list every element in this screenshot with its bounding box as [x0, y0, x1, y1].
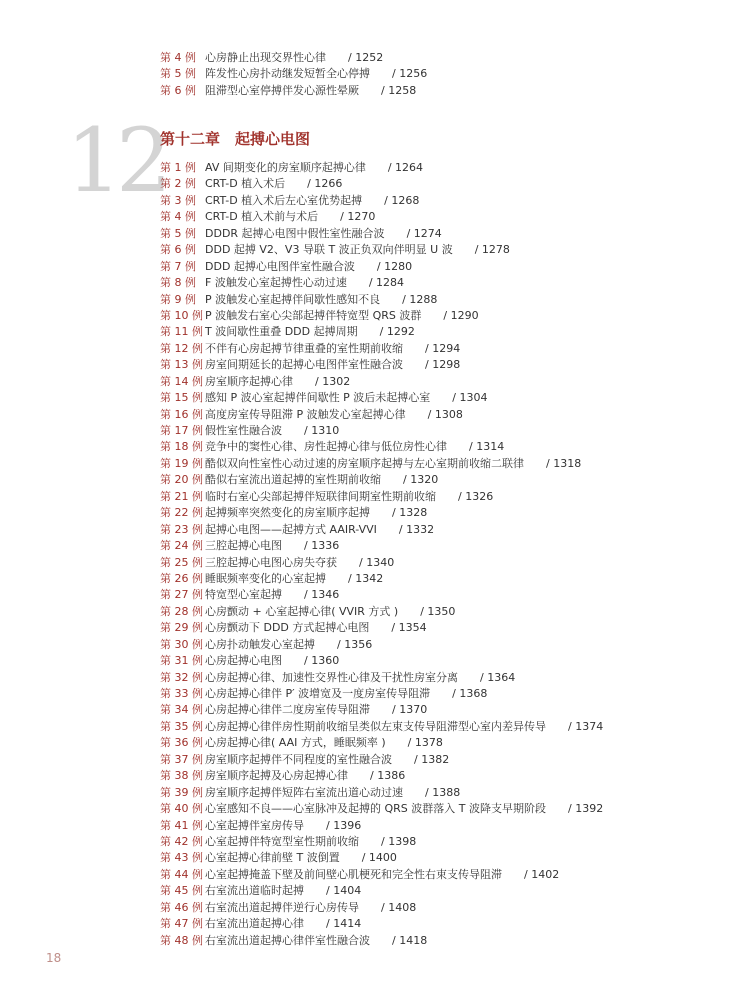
page-reference: / 1340	[359, 555, 395, 569]
page-reference: / 1336	[304, 539, 340, 553]
page-reference: / 1404	[326, 884, 362, 898]
page-reference: / 1388	[425, 785, 461, 799]
case-title: 心室起搏伴室房传导	[205, 818, 304, 832]
page-reference: / 1418	[392, 933, 428, 947]
case-title: 心房颤动下 DDD 方式起搏心电图	[205, 621, 370, 635]
case-title: CRT-D 植入术后左心室优势起搏	[205, 193, 363, 207]
case-title: AV 间期变化的房室顺序起搏心律	[205, 161, 366, 174]
page-reference: / 1392	[568, 802, 604, 816]
case-title: 心房静止出现交界性心律	[205, 51, 326, 64]
toc-entry[interactable]	[160, 933, 603, 949]
case-title: 心房起搏心律伴 P′ 波增宽及一度房室传导阻滞	[205, 687, 431, 700]
case-title: 心室感知不良——心室脉冲及起搏的 QRS 波群落入 T 波降支早期阶段	[205, 802, 546, 816]
page-reference: / 1292	[379, 325, 415, 339]
page-reference: / 1374	[568, 719, 604, 733]
case-title: 心室起搏心律前壁 T 波倒置	[205, 851, 340, 865]
page-reference: / 1414	[326, 917, 362, 931]
page-reference: / 1396	[326, 818, 362, 832]
toc-entry[interactable]	[160, 752, 603, 768]
case-number: 第 18 例	[160, 440, 203, 454]
page-reference: / 1280	[376, 259, 413, 273]
case-number: 第 38 例	[160, 769, 203, 783]
case-title: 阻滞型心室停搏伴发心源性晕厥	[205, 83, 359, 97]
case-title: DDD 起搏心电图伴室性融合波	[205, 259, 355, 273]
case-number: 第 11 例	[160, 325, 203, 339]
page-reference: / 1346	[304, 588, 340, 602]
case-title: 心室起搏伴特宽型室性期前收缩	[205, 834, 359, 848]
page-reference: / 1386	[370, 769, 406, 783]
case-title: 起搏心电图——起搏方式 AAIR-VVI	[205, 522, 377, 536]
toc-entry[interactable]	[160, 193, 603, 209]
page-reference: / 1320	[403, 473, 439, 487]
page-reference: / 1360	[304, 654, 340, 668]
toc-entry[interactable]	[160, 850, 603, 866]
toc-entry[interactable]	[160, 735, 603, 751]
chapter-title[interactable]: 第十二章 起搏心电图	[160, 130, 311, 148]
case-title: 临时右室心尖部起搏伴短联律间期室性期前收缩	[205, 489, 436, 503]
case-number: 第 22 例	[160, 506, 203, 520]
case-number: 第 13 例	[160, 358, 203, 372]
case-title: 假性室性融合波	[205, 424, 282, 437]
toc-entry[interactable]	[160, 702, 603, 718]
page-reference: / 1308	[427, 407, 463, 421]
case-title: 心房起搏心律伴房性期前收缩呈类似左束支传导阻滞型心室内差异传导	[205, 719, 546, 733]
case-number: 第 23 例	[160, 522, 203, 536]
page-reference: / 1400	[361, 851, 397, 865]
case-number: 第 4 例	[160, 210, 196, 224]
case-title: P 波触发右室心尖部起搏伴特宽型 QRS 波群	[205, 308, 422, 322]
page-reference: / 1270	[340, 210, 376, 224]
toc-entry[interactable]	[160, 916, 603, 932]
case-title: 特宽型心室起搏	[205, 588, 282, 602]
page-reference: / 1354	[391, 621, 427, 635]
toc-entry[interactable]	[160, 456, 603, 472]
toc-entry[interactable]	[160, 522, 603, 538]
case-number: 第 40 例	[160, 802, 203, 816]
case-number: 第 37 例	[160, 752, 203, 766]
case-number: 第 25 例	[160, 555, 203, 569]
page-reference: / 1302	[315, 374, 351, 388]
case-title: 心房起搏心律伴二度房室传导阻滞	[205, 703, 370, 717]
case-number: 第 16 例	[160, 407, 203, 421]
case-title: 房室间期延长的起搏心电图伴室性融合波	[205, 358, 403, 372]
toc-entry[interactable]	[160, 670, 603, 686]
case-number: 第 45 例	[160, 884, 203, 898]
toc-entry[interactable]	[160, 834, 603, 850]
case-title: 房室顺序起搏伴不同程度的室性融合波	[205, 752, 392, 766]
toc-entry[interactable]	[160, 439, 603, 455]
case-number: 第 14 例	[160, 374, 203, 388]
toc-entry[interactable]	[160, 324, 603, 340]
case-number: 第 43 例	[160, 851, 203, 865]
case-title: CRT-D 植入术后	[205, 177, 286, 191]
case-title: 右室流出道起搏心律伴室性融合波	[205, 933, 370, 947]
page-reference: / 1274	[406, 226, 442, 240]
case-title: 心房扑动触发心室起搏	[205, 637, 315, 651]
case-number: 第 15 例	[160, 391, 203, 405]
case-title: 右室流出道临时起搏	[205, 884, 304, 898]
case-number: 第 8 例	[160, 276, 196, 290]
case-number: 第 42 例	[160, 834, 203, 848]
case-number: 第 6 例	[160, 83, 196, 97]
toc-entry[interactable]	[160, 900, 603, 916]
toc-entry[interactable]	[160, 226, 603, 242]
case-title: 心房起搏心律( AAI 方式，睡眠频率 )	[205, 736, 386, 750]
page-reference: / 1290	[443, 308, 479, 322]
page-reference: / 1278	[474, 243, 510, 257]
toc-entry[interactable]	[160, 555, 603, 571]
toc-entry[interactable]	[160, 374, 603, 390]
previous-chapter-entries	[160, 50, 427, 99]
page-reference: / 1398	[381, 834, 417, 848]
toc-entry[interactable]	[160, 653, 603, 669]
toc-entry[interactable]	[160, 292, 603, 308]
case-number: 第 30 例	[160, 637, 203, 651]
case-number: 第 3 例	[160, 193, 196, 207]
toc-entry[interactable]	[160, 66, 427, 82]
page-reference: / 1328	[392, 506, 428, 520]
case-title: 阵发性心房扑动继发短暂全心停搏	[205, 67, 370, 81]
chapter-entries	[160, 160, 603, 949]
page-reference: / 1310	[304, 424, 340, 437]
page-number: 18	[46, 951, 62, 965]
toc-entry[interactable]	[160, 357, 603, 373]
toc-entry[interactable]	[160, 686, 603, 702]
case-title: 竞争中的窦性心律、房性起搏心律与低位房性心律	[205, 440, 447, 454]
page-reference: / 1266	[307, 177, 343, 191]
case-number: 第 41 例	[160, 818, 203, 832]
case-title: 右室流出道起搏伴逆行心房传导	[205, 900, 359, 914]
case-number: 第 33 例	[160, 687, 203, 700]
case-number: 第 21 例	[160, 489, 203, 503]
toc-entry[interactable]	[160, 637, 603, 653]
toc-entry[interactable]	[160, 259, 603, 275]
case-title: 三腔起搏心电图	[205, 539, 282, 553]
page-reference: / 1378	[407, 736, 443, 750]
case-number: 第 10 例	[160, 308, 203, 322]
case-title: 心房起搏心律、加速性交界性心律及干扰性房室分离	[205, 670, 458, 684]
toc-entry[interactable]	[160, 818, 603, 834]
toc-entry[interactable]	[160, 50, 427, 66]
case-number: 第 7 例	[160, 259, 196, 273]
page-reference: / 1268	[384, 193, 420, 207]
case-number: 第 12 例	[160, 341, 203, 355]
case-title: P 波触发心室起搏伴间歇性感知不良	[205, 292, 381, 306]
toc-entry[interactable]	[160, 275, 603, 291]
toc-entry[interactable]	[160, 801, 603, 817]
case-number: 第 34 例	[160, 703, 203, 717]
case-title: 房室顺序起搏及心房起搏心律	[205, 769, 348, 783]
toc-entry[interactable]	[160, 768, 603, 784]
case-title: 不伴有心房起搏节律重叠的室性期前收缩	[205, 341, 403, 355]
case-title: F 波触发心室起搏性心动过速	[205, 276, 347, 290]
toc-entry[interactable]	[160, 505, 603, 521]
case-title: 心室起搏掩盖下壁及前间壁心肌梗死和完全性右束支传导阻滞	[205, 867, 502, 881]
case-title: 起搏频率突然变化的房室顺序起搏	[205, 506, 370, 520]
case-title: 三腔起搏心电图心房失夺获	[205, 555, 337, 569]
page-reference: / 1264	[387, 161, 424, 174]
case-title: 心房起搏心电图	[205, 654, 282, 668]
case-number: 第 31 例	[160, 654, 203, 668]
case-title: DDDR 起搏心电图中假性室性融合波	[205, 226, 385, 240]
case-number: 第 28 例	[160, 604, 203, 618]
toc-entry[interactable]	[160, 604, 603, 620]
case-number: 第 46 例	[160, 900, 203, 914]
page-reference: / 1252	[348, 51, 384, 64]
case-number: 第 26 例	[160, 571, 203, 585]
toc-entry[interactable]	[160, 176, 603, 192]
case-title: 房室顺序起搏心律	[205, 374, 293, 388]
case-number: 第 17 例	[160, 424, 203, 437]
page-reference: / 1284	[368, 276, 405, 290]
page-reference: / 1370	[392, 703, 428, 717]
toc-entry[interactable]	[160, 883, 603, 899]
page-reference: / 1258	[381, 83, 417, 97]
case-title: 心房颤动 + 心室起搏心律( VVIR 方式 )	[205, 604, 399, 618]
case-title: DDD 起搏 V2、V3 导联 T 波正负双向伴明显 U 波	[205, 243, 453, 257]
toc-entry[interactable]	[160, 308, 603, 324]
toc-entry[interactable]	[160, 785, 603, 801]
toc-entry[interactable]	[160, 242, 603, 258]
case-number: 第 39 例	[160, 785, 203, 799]
case-number: 第 1 例	[160, 161, 196, 174]
case-title: CRT-D 植入术前与术后	[205, 210, 319, 224]
toc-entry[interactable]	[160, 538, 603, 554]
case-number: 第 48 例	[160, 933, 203, 947]
case-number: 第 36 例	[160, 736, 203, 750]
case-number: 第 20 例	[160, 473, 203, 487]
page-reference: / 1298	[425, 358, 461, 372]
page-reference: / 1288	[402, 292, 438, 306]
page-reference: / 1256	[392, 67, 428, 81]
toc-entry[interactable]	[160, 587, 603, 603]
case-number: 第 32 例	[160, 670, 203, 684]
toc-entry[interactable]	[160, 867, 603, 883]
page-reference: / 1382	[414, 752, 450, 766]
case-title: T 波间歇性重叠 DDD 起搏周期	[205, 325, 358, 339]
case-title: 房室顺序起搏伴短阵右室流出道心动过速	[205, 785, 403, 799]
case-number: 第 29 例	[160, 621, 203, 635]
page-reference: / 1332	[398, 522, 435, 536]
case-number: 第 47 例	[160, 917, 203, 931]
case-number: 第 44 例	[160, 867, 203, 881]
toc-entry[interactable]	[160, 620, 603, 636]
toc-entry[interactable]	[160, 719, 603, 735]
page-reference: / 1350	[420, 604, 456, 618]
case-number: 第 24 例	[160, 539, 203, 553]
chapter-number: 12	[66, 109, 166, 212]
case-number: 第 6 例	[160, 243, 196, 257]
toc-entry[interactable]	[160, 83, 427, 99]
case-title: 酷似右室流出道起搏的室性期前收缩	[205, 473, 381, 487]
page-reference: / 1408	[381, 900, 417, 914]
toc-entry[interactable]	[160, 160, 603, 176]
toc-entry[interactable]	[160, 407, 603, 423]
case-number: 第 27 例	[160, 588, 203, 602]
case-title: 右室流出道起搏心律	[205, 917, 304, 931]
case-title: 酷似双向性室性心动过速的房室顺序起搏与左心室期前收缩二联律	[205, 456, 524, 470]
case-number: 第 9 例	[160, 292, 196, 306]
toc-entry[interactable]	[160, 423, 603, 439]
toc-entry[interactable]	[160, 489, 603, 505]
page-reference: / 1318	[546, 456, 582, 470]
case-number: 第 4 例	[160, 51, 196, 64]
toc-entry[interactable]	[160, 571, 603, 587]
case-number: 第 5 例	[160, 226, 196, 240]
case-number: 第 5 例	[160, 67, 196, 81]
page-reference: / 1368	[452, 687, 488, 700]
case-title: 高度房室传导阻滞 P 波触发心室起搏心律	[205, 407, 406, 421]
page-reference: / 1326	[458, 489, 494, 503]
case-title: 感知 P 波心室起搏伴间歇性 P 波后未起搏心室	[205, 391, 431, 405]
page-reference: / 1304	[452, 391, 488, 405]
page-reference: / 1402	[524, 867, 560, 881]
toc-entry[interactable]	[160, 390, 603, 406]
page-reference: / 1342	[348, 571, 384, 585]
case-number: 第 35 例	[160, 719, 203, 733]
case-number: 第 2 例	[160, 177, 196, 191]
toc-entry[interactable]	[160, 472, 603, 488]
case-number: 第 19 例	[160, 456, 203, 470]
case-title: 睡眠频率变化的心室起搏	[205, 571, 326, 585]
page-reference: / 1294	[425, 341, 461, 355]
page-reference: / 1356	[337, 637, 373, 651]
page-reference: / 1314	[469, 440, 505, 454]
toc-entry[interactable]	[160, 341, 603, 357]
toc-entry[interactable]	[160, 209, 603, 225]
page-reference: / 1364	[480, 670, 516, 684]
